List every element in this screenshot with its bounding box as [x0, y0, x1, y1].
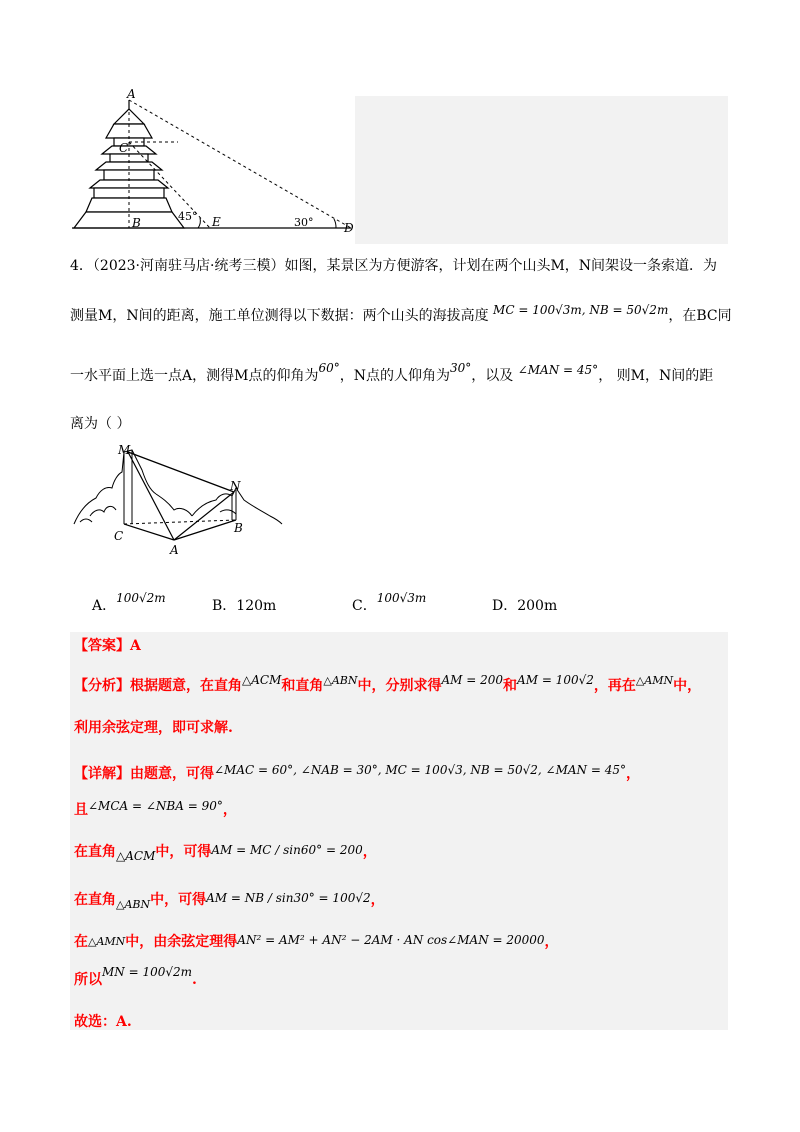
detail-text-a: 【详解】由题意，可得: [74, 766, 214, 782]
question-text-3c: ，以及: [471, 368, 514, 384]
step-5: [74, 965, 197, 990]
analysis-line-2: [74, 718, 233, 738]
analysis-text-f: 中，: [673, 678, 702, 694]
question-source: （2023·河南驻马店·统考三模）: [92, 258, 285, 274]
analysis-text-e: ，再在: [593, 678, 636, 694]
step-3-tri: △ABN: [116, 898, 151, 911]
question-text-2a: 测量M，N间的距离，施工单位测得以下数据：两个山头的海拔高度: [70, 308, 489, 324]
step-2-tri: △ACM: [116, 849, 156, 863]
label-b: B: [132, 216, 141, 230]
label-c: C: [119, 141, 129, 155]
question-text-3a: 一水平面上选一点A，测得M点的仰角为: [70, 368, 319, 384]
label-m: M: [118, 443, 131, 457]
option-a[interactable]: [92, 591, 166, 616]
analysis-line-1: [74, 673, 702, 697]
analysis-text-2: 利用余弦定理，即可求解.: [74, 720, 233, 736]
step-4: [74, 932, 559, 953]
step-2-text-a: 在直角: [74, 844, 116, 860]
step-5-formula: MN = 100√2m: [102, 965, 193, 979]
option-a-key: A．: [92, 598, 117, 614]
option-b-key: B．: [212, 598, 237, 614]
step-3-text-c: ，: [370, 892, 385, 908]
option-c-value: 100√3m: [376, 591, 427, 605]
mountain-figure: [70, 440, 285, 558]
angle-45-label: 45°: [178, 210, 198, 223]
step-2: [74, 842, 377, 862]
step-5-text-b: .: [192, 972, 197, 988]
option-c[interactable]: [352, 591, 427, 616]
step-2-text-c: ，: [362, 844, 377, 860]
step-3-text-b: 中，可得: [150, 892, 207, 908]
question-line-3: [70, 361, 714, 386]
heights-formula: MC = 100√3m, NB = 50√2m: [493, 303, 669, 317]
label-e: E: [212, 215, 221, 229]
label-a2: A: [170, 543, 179, 557]
final-text: 故选：A.: [74, 1014, 132, 1030]
label-c2: C: [114, 529, 124, 543]
question-text-3b: ，N点的人仰角为: [339, 368, 450, 384]
step-2-text-b: 中，可得: [155, 844, 212, 860]
step-1-text-b: ，: [222, 802, 237, 818]
step-4-text-b: 中，由余弦定理得: [125, 934, 238, 950]
analysis-am-2: AM = 100√2: [517, 673, 594, 687]
question-line-2: [70, 303, 732, 326]
step-2-formula: AM = MC / sin60° = 200: [211, 843, 363, 857]
step-4-tri: △AMN: [88, 935, 126, 948]
step-4-formula: AN² = AM² + AN² − 2AM · AN cos∠MAN = 20000: [237, 933, 545, 947]
option-c-key: C．: [352, 598, 377, 614]
option-a-value: 100√2m: [116, 591, 166, 605]
angle-30-label: 30°: [294, 216, 314, 229]
analysis-tri-2: △ABN: [323, 674, 358, 687]
angle-m: 60°: [318, 361, 340, 375]
step-1-formula: ∠MCA = ∠NBA = 90°: [88, 799, 223, 813]
step-3: [74, 890, 385, 911]
analysis-text-d: 和: [503, 678, 518, 694]
label-d: D: [344, 221, 354, 235]
question-text-1: 如图，某景区为方便游客，计划在两个山头M，N间架设一条索道．为: [284, 258, 718, 274]
step-3-text-a: 在直角: [74, 892, 116, 908]
analysis-am-1: AM = 200: [441, 673, 504, 687]
question-text-2b: ，在BC同: [668, 308, 732, 324]
option-b-value: 120m: [236, 598, 277, 614]
angle-n: 30°: [449, 361, 472, 375]
detail-formula: ∠MAC = 60°, ∠NAB = 30°, MC = 100√3, NB = 50√2, ∠MAN = 45°: [214, 763, 627, 777]
option-d-key: D．: [492, 598, 518, 614]
analysis-tri-1: △ACM: [242, 673, 282, 687]
answer-line: [74, 636, 141, 656]
pagoda-figure: [66, 88, 366, 236]
analysis-text-b: 和直角: [281, 678, 324, 694]
step-3-formula: AM = NB / sin30° = 100√2: [206, 891, 371, 905]
option-b[interactable]: [212, 596, 276, 616]
final-line: [74, 1012, 132, 1032]
detail-line: [74, 764, 640, 784]
option-d[interactable]: [492, 596, 557, 616]
question-line-1: [70, 256, 717, 276]
analysis-text-c: 中，分别求得: [357, 678, 442, 694]
option-d-value: 200m: [517, 598, 558, 614]
analysis-text-a: 【分析】根据题意，在直角: [74, 678, 242, 694]
question-number: 4．: [70, 258, 93, 274]
angle-man-formula: ∠MAN = 45°: [517, 363, 599, 377]
detail-text-b: ，: [626, 766, 641, 782]
step-4-text-a: 在: [74, 934, 88, 950]
step-5-text-a: 所以: [74, 972, 102, 988]
question-text-4: 离为（ ）: [70, 416, 131, 432]
label-b2: B: [234, 521, 243, 535]
answer-label: 【答案】A: [74, 638, 141, 654]
label-n: N: [230, 479, 241, 493]
step-4-text-c: ，: [544, 934, 559, 950]
question-line-4: [70, 414, 130, 434]
top-gray-panel: [355, 96, 728, 244]
label-a: A: [127, 88, 136, 101]
step-1-text-a: 且: [74, 802, 88, 818]
step-1: [74, 800, 237, 820]
analysis-tri-3: △AMN: [635, 674, 674, 687]
question-text-3d: ， 则M，N间的距: [598, 368, 714, 384]
